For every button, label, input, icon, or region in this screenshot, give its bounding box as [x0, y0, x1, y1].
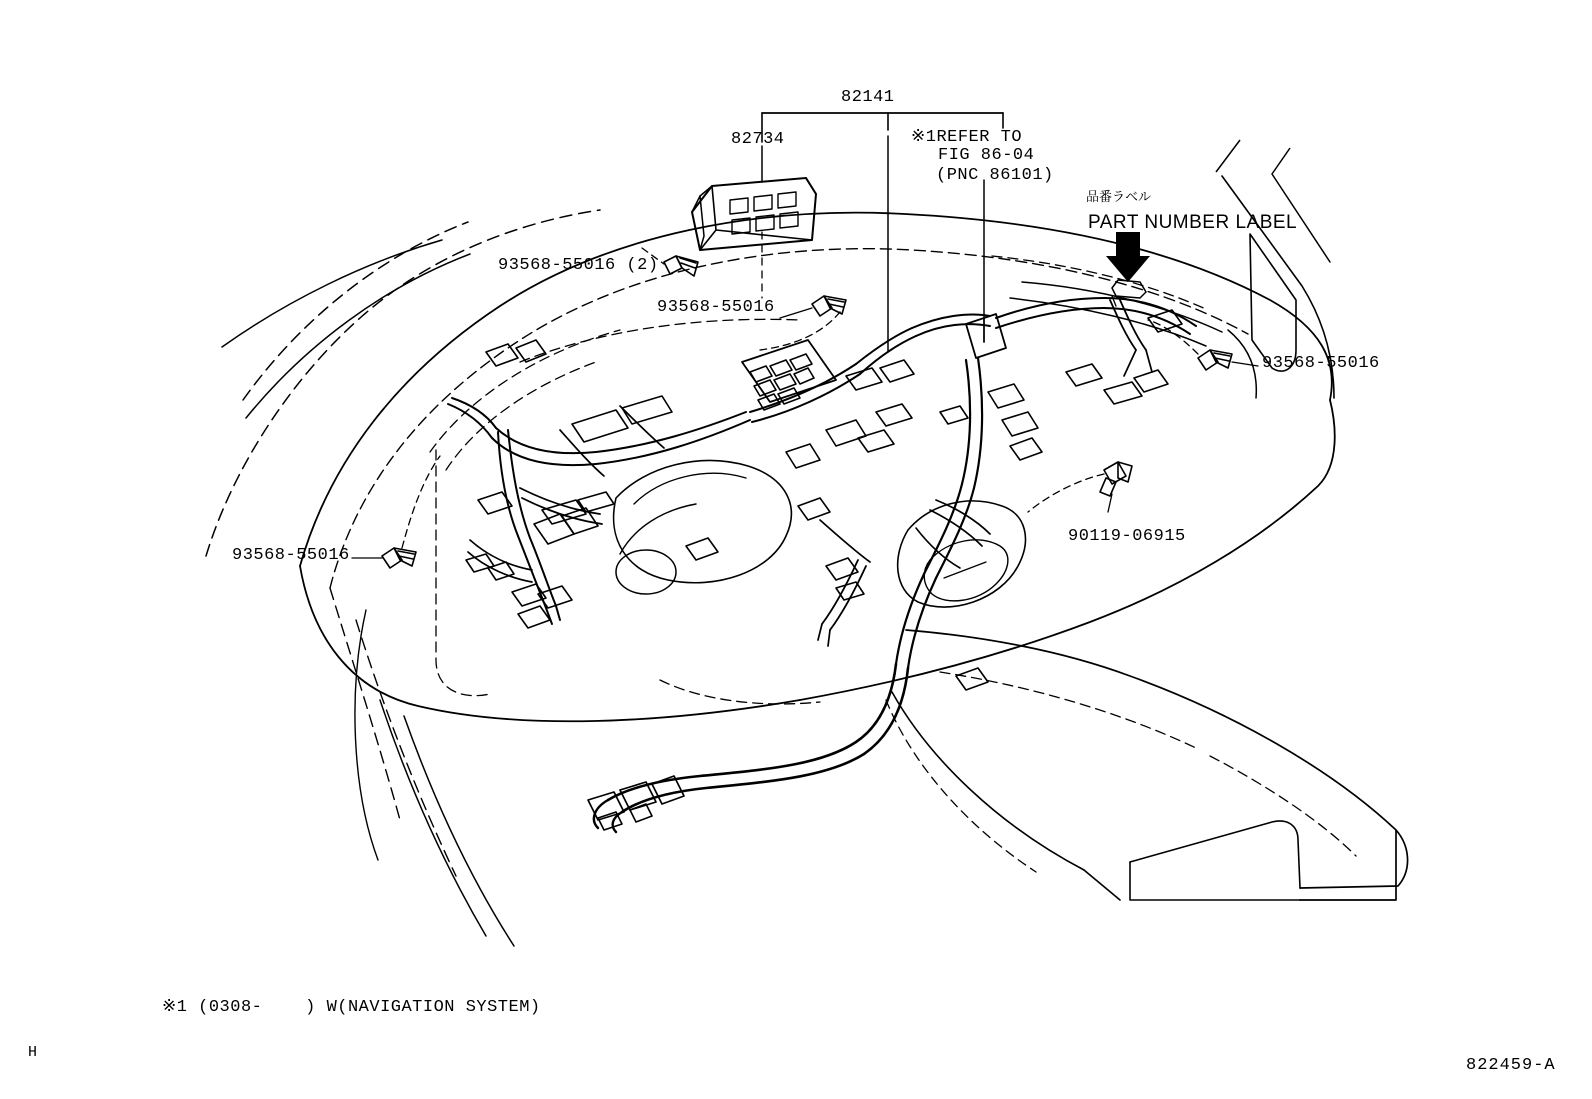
label-screw-mid-left: 93568-55016	[657, 298, 775, 317]
label-part-82141: 82141	[841, 88, 895, 107]
label-screw-bottom-left: 93568-55016	[232, 546, 350, 565]
label-part-82734: 82734	[731, 130, 785, 149]
figure-number: 822459-A	[1466, 1056, 1556, 1075]
label-refer-line1: ※1REFER TO	[911, 128, 1023, 147]
label-screw-right: 93568-55016	[1262, 354, 1380, 373]
label-bolt-right: 90119-06915	[1068, 527, 1186, 546]
label-screw-top-left: 93568-55016 (2)	[498, 256, 659, 275]
label-part-number-label-en: PART NUMBER LABEL	[1088, 212, 1298, 233]
footnote: ※1 (0308- ) W(NAVIGATION SYSTEM)	[162, 998, 541, 1017]
label-refer-line3: (PNC 86101)	[936, 166, 1054, 185]
part-number-label-arrow	[1106, 232, 1150, 282]
label-part-number-label-jp: 品番ラベル	[1086, 190, 1152, 205]
label-refer-line2: FIG 86-04	[938, 146, 1035, 165]
corner-mark: H	[28, 1044, 38, 1061]
